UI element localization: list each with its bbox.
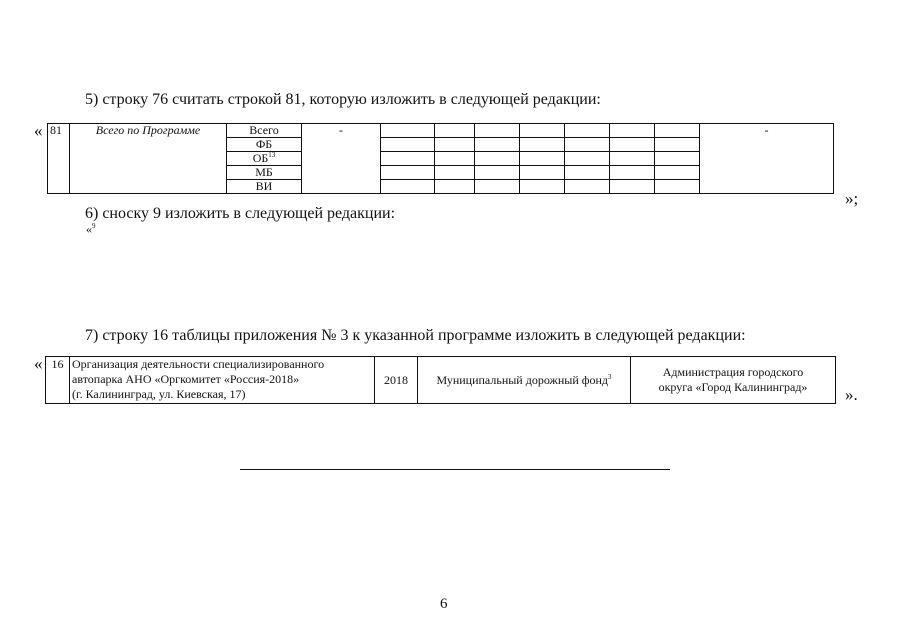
row-number: 16 [51, 357, 64, 371]
table1-open-quote: « [34, 121, 43, 140]
value-cell [435, 138, 475, 152]
value-cell [565, 180, 610, 194]
year-cell [375, 357, 418, 404]
value-cell [655, 166, 700, 180]
value-cell [520, 180, 565, 194]
row-number-cell [48, 124, 70, 194]
year: 2018 [384, 372, 408, 387]
row-number: 81 [50, 123, 62, 137]
organization-name-line: Организация деятельности специализированного [72, 357, 325, 371]
administrator-cell [631, 357, 836, 404]
value-cell [381, 166, 435, 180]
item6-heading: 6) сноску 9 изложить в следующей редакции: [85, 205, 396, 222]
value-cell [435, 124, 475, 138]
value-cell [610, 152, 655, 166]
footnote-sup: 3 [608, 372, 612, 381]
source-label-text: ФБ [255, 137, 273, 151]
source-label [227, 124, 302, 138]
page-number: 6 [440, 596, 448, 612]
table-row [46, 357, 836, 404]
fund-name: Муниципальный дорожный фонд [436, 372, 609, 387]
empty-cell-right [700, 124, 834, 194]
source-label-text: ОБ [252, 151, 269, 165]
program-name: Всего по Программе [95, 123, 201, 137]
value-cell [381, 180, 435, 194]
source-label-text: ВИ [255, 179, 273, 193]
value-cell [655, 124, 700, 138]
value-cell [610, 138, 655, 152]
source-label-text: Всего [249, 123, 279, 137]
footnote-text [52, 224, 852, 320]
item7-heading: 7) строку 16 таблицы приложения № 3 к указанной программе изложить в следующей редакции: [85, 327, 746, 344]
value-cell [520, 138, 565, 152]
value-cell [610, 166, 655, 180]
source-label [227, 166, 302, 180]
value-cell [435, 152, 475, 166]
administrator-line: Администрация городского [662, 365, 804, 379]
program-name-cell [70, 124, 227, 194]
value-cell [475, 152, 520, 166]
value-cell [475, 180, 520, 194]
value-cell [381, 138, 435, 152]
organization-name-line: автопарка АНО «Оргкомитет «Россия-2018» [72, 372, 300, 386]
value-cell [655, 138, 700, 152]
row-number-cell [46, 357, 70, 404]
value-cell [610, 180, 655, 194]
value-cell [475, 138, 520, 152]
program-total-table [47, 123, 834, 194]
value-cell [655, 152, 700, 166]
source-label [227, 138, 302, 152]
table2-close-quote: ». [845, 385, 858, 404]
value-cell [520, 166, 565, 180]
footnote-number: 9 [92, 222, 96, 230]
value-cell [475, 166, 520, 180]
table2-open-quote: « [34, 354, 43, 373]
value-cell [565, 138, 610, 152]
source-label-text: МБ [255, 165, 273, 179]
value-cell [655, 180, 700, 194]
organization-name-cell [70, 357, 375, 404]
value-cell [520, 124, 565, 138]
organization-name-line: (г. Калининград, ул. Киевская, 17) [72, 387, 246, 401]
value-cell [520, 152, 565, 166]
table1-close-quote: »; [845, 189, 859, 208]
value-cell [435, 180, 475, 194]
dash-left: - [339, 123, 343, 137]
footnote-sup: 13 [268, 151, 276, 159]
source-label [227, 180, 302, 194]
empty-cell-left [302, 124, 381, 194]
value-cell [475, 124, 520, 138]
value-cell [381, 152, 435, 166]
value-cell [381, 124, 435, 138]
source-label [227, 152, 302, 166]
value-cell [565, 124, 610, 138]
value-cell [565, 166, 610, 180]
organization-table [45, 356, 836, 404]
footnote-quote-mark: «$^9$ [86, 222, 96, 236]
fund-cell [418, 357, 631, 404]
value-cell [565, 152, 610, 166]
administrator-line: округа «Город Калининград» [658, 380, 808, 394]
value-cell [435, 166, 475, 180]
table-row [48, 124, 834, 138]
value-cell [610, 124, 655, 138]
dash-right: - [764, 123, 769, 137]
end-rule [240, 469, 670, 470]
item5-heading: 5) строку 76 считать строкой 81, которую изложить в следующей редакции: [85, 91, 601, 108]
